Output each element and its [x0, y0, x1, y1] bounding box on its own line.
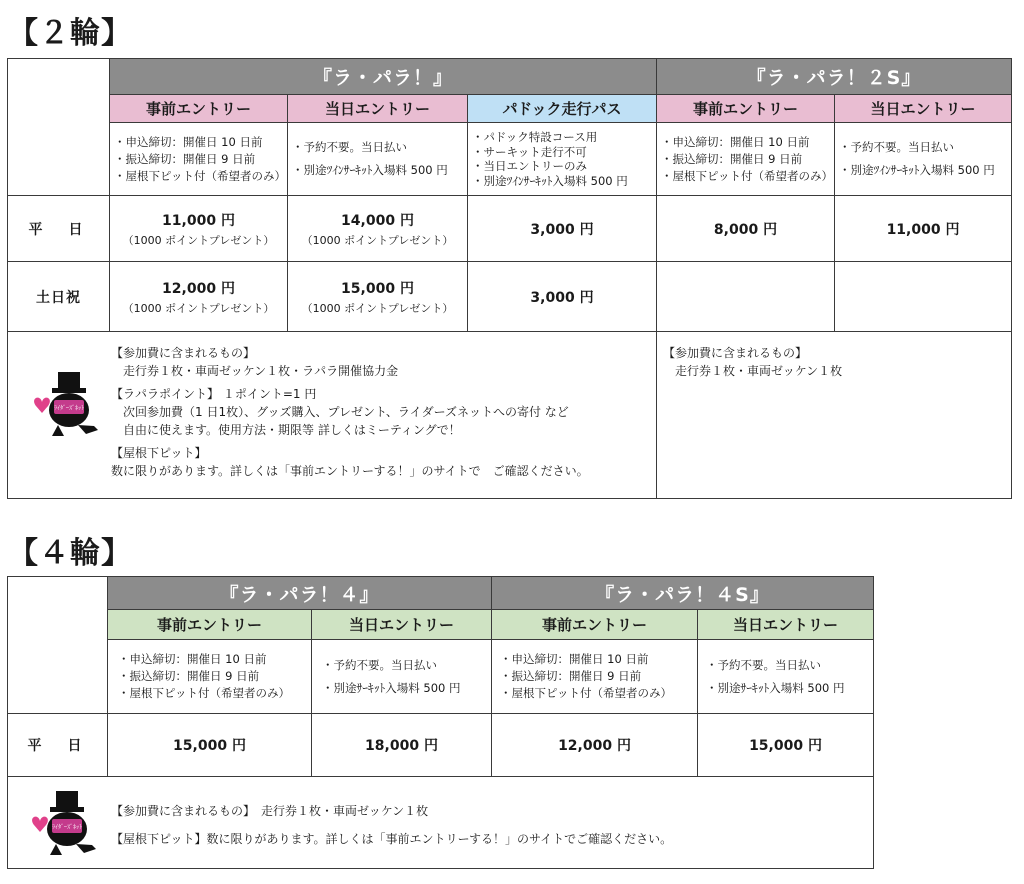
- price-cell: 11,000 円 （1000 ポイントプレゼント）: [110, 196, 288, 262]
- price-cell-empty: [835, 262, 1012, 332]
- group-header-rapara: 『ラ・パラ！』: [110, 59, 657, 95]
- info-box-rapara-2s: 【参加費に含まれるもの】 走行券１枚・車両ゼッケン１枚: [657, 332, 1012, 499]
- table-row-weekday-4: [8, 714, 874, 777]
- corner-cell: [8, 577, 108, 714]
- price-cell: 15,000 円: [108, 714, 312, 777]
- notes-day-entry-4s: ・予約不要。当日払い ・別途ｻｰｷｯﾄ入場料 500 円: [698, 640, 874, 714]
- price-cell: 12,000 円 （1000 ポイントプレゼント）: [110, 262, 288, 332]
- price-cell: 15,000 円: [698, 714, 874, 777]
- corner-cell: [8, 59, 110, 196]
- price-cell: 18,000 円: [312, 714, 492, 777]
- group-header-rapara-2s: 『ラ・パラ！２S』: [657, 59, 1012, 95]
- price-cell: 14,000 円 （1000 ポイントプレゼント）: [288, 196, 468, 262]
- mascot-badge-text: ﾗｲﾀﾞｰｽﾞﾈｯﾄ: [51, 824, 83, 831]
- col-header-day-entry-2s: 当日エントリー: [835, 95, 1012, 123]
- col-header-pre-entry-2s: 事前エントリー: [657, 95, 835, 123]
- col-header-day-entry: 当日エントリー: [288, 95, 468, 123]
- col-header-day-entry-4: 当日エントリー: [312, 610, 492, 640]
- price-table-4wheel: [7, 576, 874, 869]
- col-header-pre-entry: 事前エントリー: [110, 95, 288, 123]
- notes-day-entry-2s: ・予約不要。当日払い ・別途ﾂｲﾝｻｰｷｯﾄ入場料 500 円: [835, 123, 1012, 196]
- price-cell: 12,000 円: [492, 714, 698, 777]
- top-hat-mascot-icon: [26, 789, 104, 863]
- row-label-holiday: 土日祝: [8, 262, 110, 332]
- section-title-4wheel: 【４輪】: [8, 536, 132, 571]
- info-box-rapara: [8, 332, 657, 499]
- group-header-rapara-4s: 『ラ・パラ！４S』: [492, 577, 874, 610]
- notes-pre-entry-2s: ・申込締切：開催日 10 日前 ・振込締切：開催日 9 日前 ・屋根下ピット付（希望者のみ）: [657, 123, 835, 196]
- section-title-2wheel: 【２輪】: [8, 16, 132, 51]
- notes-day-entry: ・予約不要。当日払い ・別途ﾂｲﾝｻｰｷｯﾄ入場料 500 円: [288, 123, 468, 196]
- notes-pre-entry-4: ・申込締切：開催日 10 日前 ・振込締切：開催日 9 日前 ・屋根下ピット付（希望者のみ）: [108, 640, 312, 714]
- info-box-rapara-4: [8, 777, 874, 869]
- notes-pre-entry: ・申込締切：開催日 10 日前 ・振込締切：開催日 9 日前 ・屋根下ピット付（希望者のみ）: [110, 123, 288, 196]
- top-hat-mascot-icon: [28, 370, 106, 444]
- col-header-paddock-pass: パドック走行パス: [468, 95, 657, 123]
- price-cell: 8,000 円: [657, 196, 835, 262]
- col-header-pre-entry-4s: 事前エントリー: [492, 610, 698, 640]
- price-cell: 15,000 円 （1000 ポイントプレゼント）: [288, 262, 468, 332]
- group-header-rapara-4: 『ラ・パラ！４』: [108, 577, 492, 610]
- price-cell: 11,000 円: [835, 196, 1012, 262]
- price-table-2wheel: [7, 58, 1012, 499]
- info-text-rapara: 【参加費に含まれるもの】 走行券１枚・車両ゼッケン１枚・ラパラ開催協力金 【ラパラポイント】 １ポイント=1 円 次回参加費（1 日1枚）、グッズ購入、プレゼント、ライダーズネットへの寄付 など 自由に使えます。使用方法・期限等 詳しくはミーティングで！ 【屋根下ピット】 数に限りがあります。詳しくは「事前エントリーする！」のサイトで ご確認ください。: [111, 346, 589, 478]
- col-header-pre-entry-4: 事前エントリー: [108, 610, 312, 640]
- price-cell: 3,000 円: [468, 196, 657, 262]
- row-label-weekday: 平 日: [8, 714, 108, 777]
- col-header-day-entry-4s: 当日エントリー: [698, 610, 874, 640]
- table-row-holiday: [8, 262, 1012, 332]
- mascot-badge-text: ﾗｲﾀﾞｰｽﾞﾈｯﾄ: [53, 405, 85, 412]
- notes-pre-entry-4s: ・申込締切：開催日 10 日前 ・振込締切：開催日 9 日前 ・屋根下ピット付（希望者のみ）: [492, 640, 698, 714]
- notes-paddock-pass: ・パドック特設コース用 ・サーキット走行不可 ・当日エントリーのみ ・別途ﾂｲﾝｻｰｷｯﾄ入場料 500 円: [468, 123, 657, 196]
- table-row-weekday: [8, 196, 1012, 262]
- row-label-weekday: 平 日: [8, 196, 110, 262]
- notes-day-entry-4: ・予約不要。当日払い ・別途ｻｰｷｯﾄ入場料 500 円: [312, 640, 492, 714]
- price-cell-empty: [657, 262, 835, 332]
- info-text-rapara-4: 【参加費に含まれるもの】 走行券１枚・車両ゼッケン１枚 【屋根下ピット】数に限りがあります。詳しくは「事前エントリーする！」のサイトでご確認ください。: [111, 804, 673, 846]
- price-cell: 3,000 円: [468, 262, 657, 332]
